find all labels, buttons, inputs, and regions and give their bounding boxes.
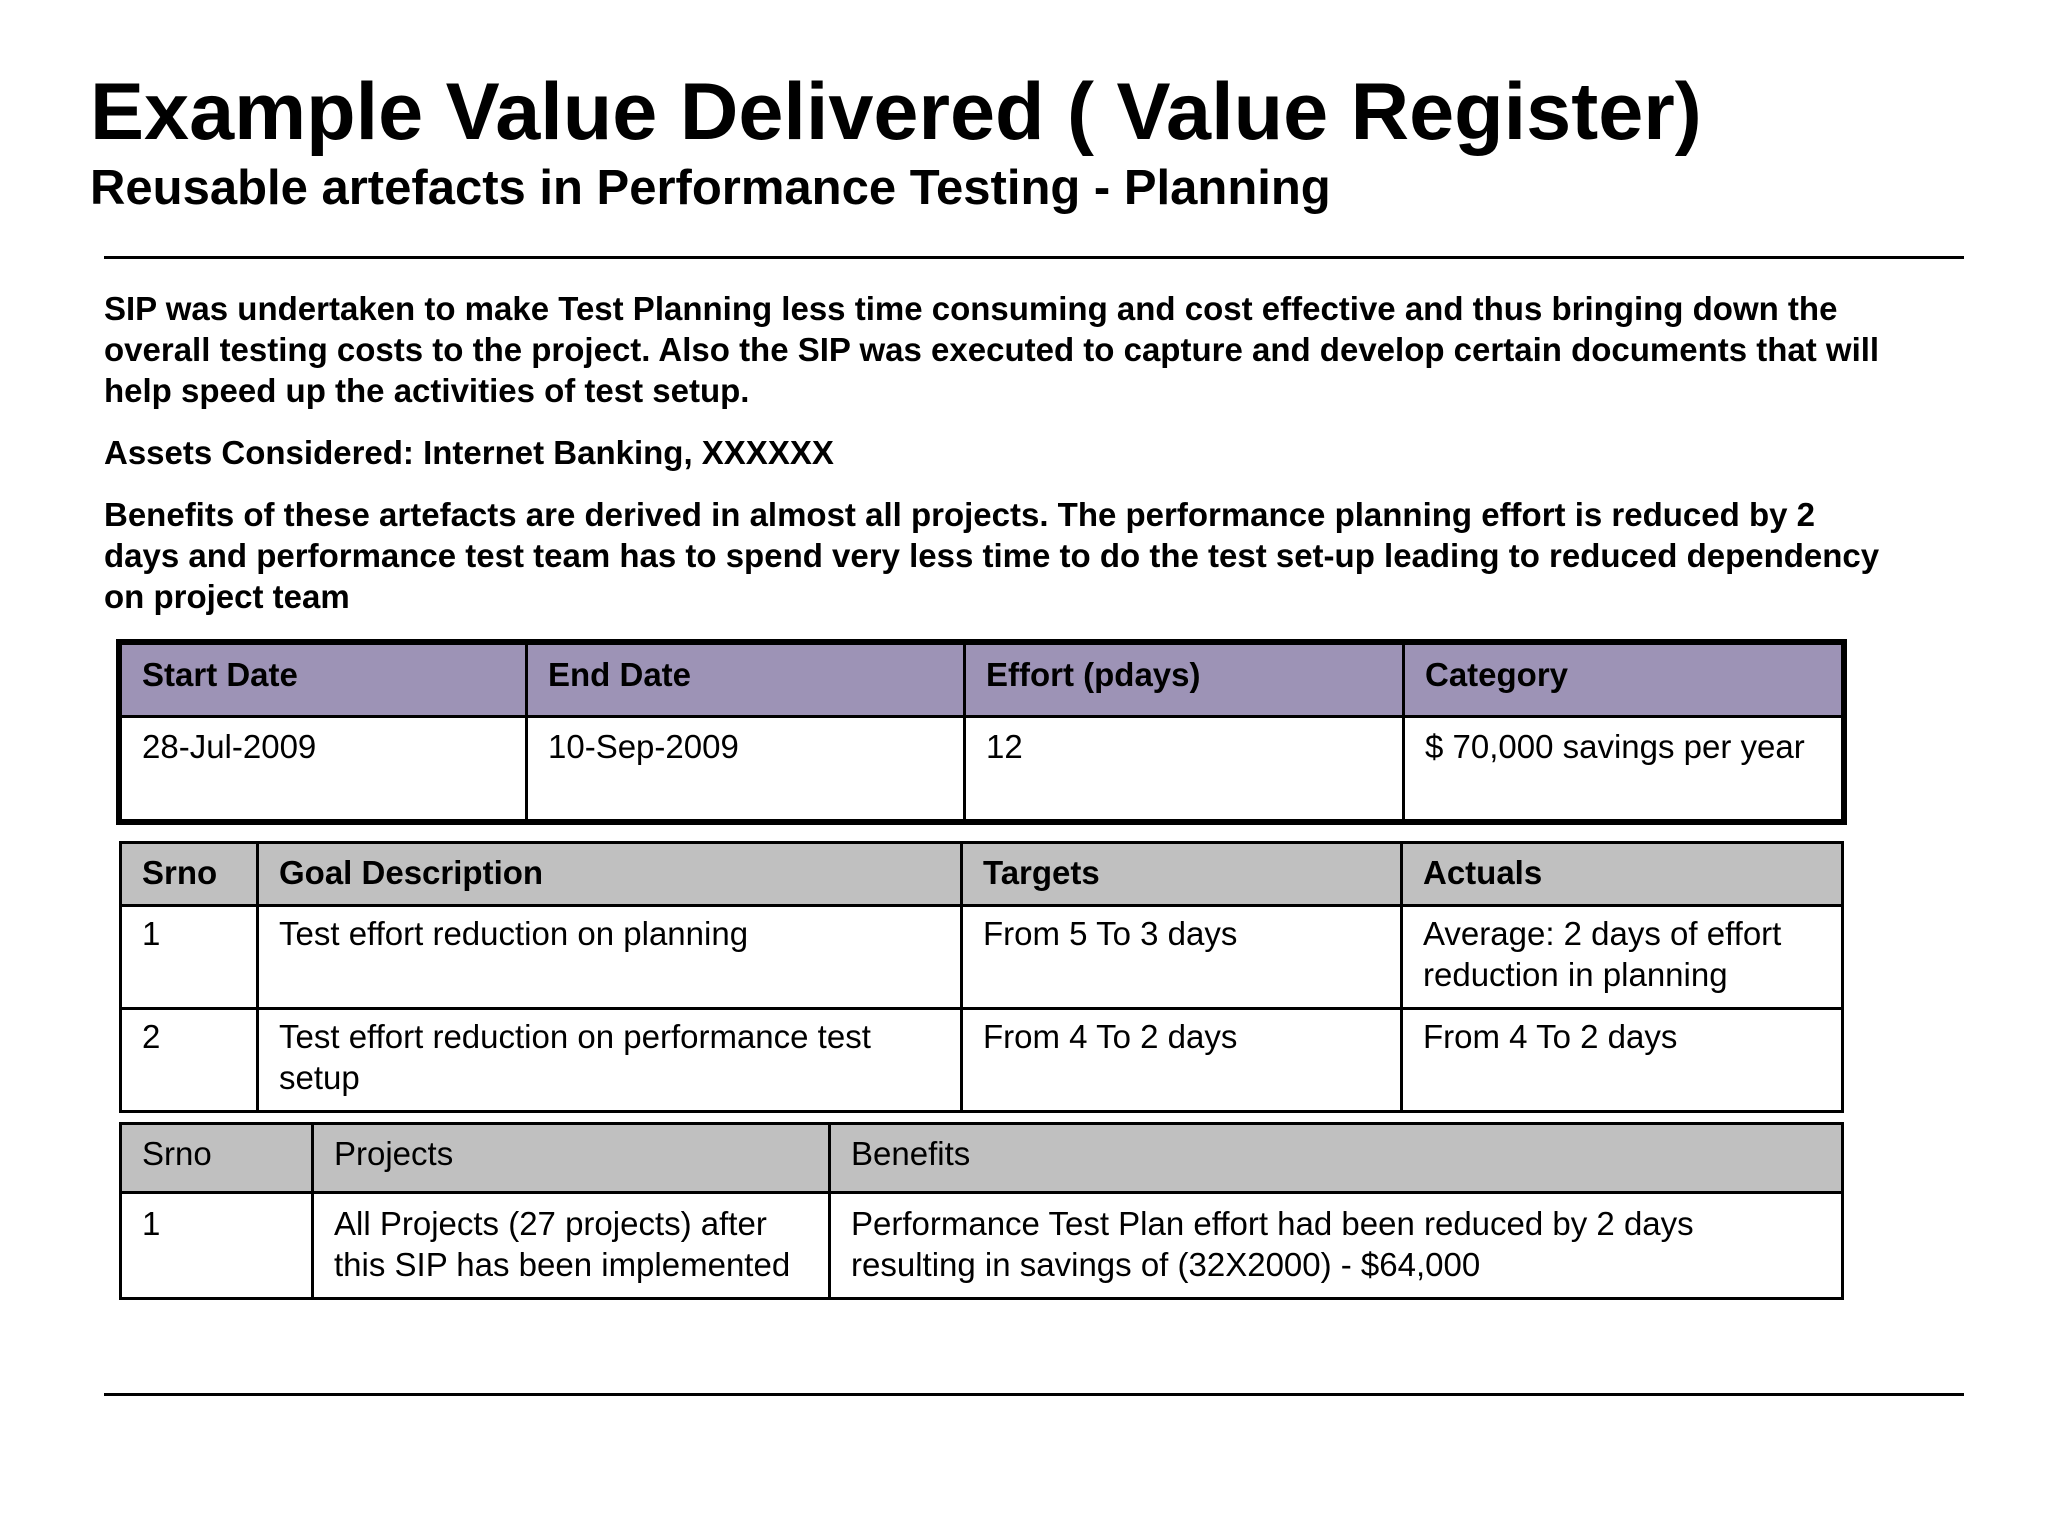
benefits-paragraph: Benefits of these artefacts are derived in almost all projects. The performance planning effort is reduced by 2 days and performance test team has to spend very less time to do the test set-up leading to reduced dependency on project team [104,496,1880,615]
header-start-date: Start Date [121,644,527,717]
cell-target: From 4 To 2 days [962,1009,1402,1112]
cell-actual: Average: 2 days of effort reduction in planning [1402,906,1843,1009]
table-row [121,1193,1843,1299]
header-goal-description: Goal Description [258,843,962,906]
table-row [121,717,1843,821]
header-benefits: Benefits [830,1124,1843,1193]
cell-srno: 1 [121,906,258,1009]
cell-projects: All Projects (27 projects) after this SIP has been implemented [313,1193,830,1299]
table-header-row [121,644,1843,717]
header-targets: Targets [962,843,1402,906]
header-srno: Srno [121,843,258,906]
header-end-date: End Date [527,644,965,717]
top-divider [104,256,1964,259]
cell-srno: 2 [121,1009,258,1112]
cell-benefits: Performance Test Plan effort had been reduced by 2 days resulting in savings of (32X2000) - $64,000 [830,1193,1843,1299]
table-row [121,906,1843,1009]
cell-target: From 5 To 3 days [962,906,1402,1009]
assets-paragraph: Assets Considered: Internet Banking, XXXXXX [104,434,834,471]
cell-goal-description: Test effort reduction on performance test setup [258,1009,962,1112]
header-actuals: Actuals [1402,843,1843,906]
header-category: Category [1404,644,1843,717]
page-subtitle: Reusable artefacts in Performance Testing - Planning [90,161,1331,215]
summary-table [119,642,1844,822]
cell-end-date: 10-Sep-2009 [527,717,965,821]
goals-table [119,841,1844,1113]
intro-paragraph: SIP was undertaken to make Test Planning less time consuming and cost effective and thus bringing down the overall testing costs to the project. Also the SIP was executed to capture and develop certain documents that will help speed up the activities of test setup. [104,290,1880,409]
cell-goal-description: Test effort reduction on planning [258,906,962,1009]
page-title: Example Value Delivered ( Value Register) [90,67,1702,157]
header-effort: Effort (pdays) [965,644,1404,717]
cell-start-date: 28-Jul-2009 [121,717,527,821]
table-header-row [121,1124,1843,1193]
cell-srno: 1 [121,1193,313,1299]
cell-effort: 12 [965,717,1404,821]
table-header-row [121,843,1843,906]
cell-category: $ 70,000 savings per year [1404,717,1843,821]
bottom-divider [104,1393,1964,1396]
header-srno: Srno [121,1124,313,1193]
table-row [121,1009,1843,1112]
cell-actual: From 4 To 2 days [1402,1009,1843,1112]
projects-table [119,1122,1844,1300]
header-projects: Projects [313,1124,830,1193]
